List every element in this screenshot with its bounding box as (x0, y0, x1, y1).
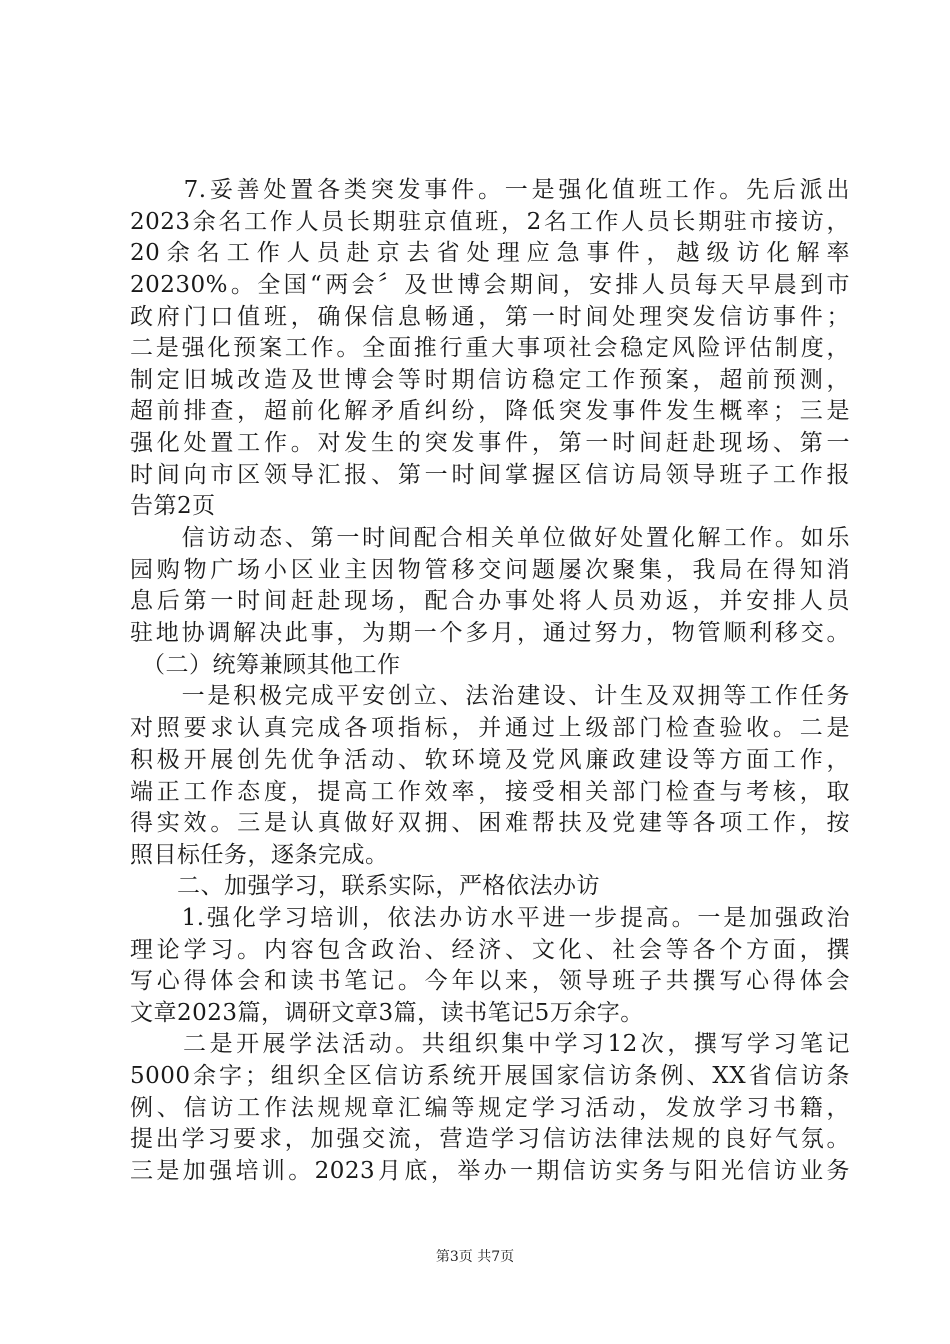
text-line: 20余名工作人员赴京去省处理应急事件，越级访化解率 (130, 240, 850, 266)
text-line: 提出学习要求，加强交流，营造学习信访法律法规的良好气氛。 (130, 1126, 850, 1152)
text-line: 5000余字；组织全区信访系统开展国家信访条例、XX省信访条 (130, 1063, 850, 1089)
text-line: （二）统筹兼顾其他工作 (130, 652, 401, 678)
text-line: 告第2页 (130, 493, 216, 519)
text-line: 一是积极完成平安创立、法治建设、计生及双拥等工作任务 (130, 683, 850, 709)
text-line: 积极开展创先优争活动、软环境及党风廉政建设等方面工作， (130, 747, 850, 773)
text-line: 制定旧城改造及世博会等时期信访稳定工作预案，超前预测， (130, 367, 850, 393)
text-line: 超前排查，超前化解矛盾纠纷，降低突发事件发生概率；三是 (130, 398, 850, 424)
text-line: 对照要求认真完成各项指标，并通过上级部门检查验收。二是 (130, 715, 850, 741)
text-line: 得实效。三是认真做好双拥、困难帮扶及党建等各项工作，按 (130, 810, 850, 836)
text-line: 理论学习。内容包含政治、经济、文化、社会等各个方面，撰 (130, 937, 850, 963)
text-line: 时间向市区领导汇报、第一时间掌握区信访局领导班子工作报 (130, 462, 850, 488)
text-line: 写心得体会和读书笔记。今年以来，领导班子共撰写心得体会 (130, 968, 850, 994)
text-line: 二是强化预案工作。全面推行重大事项社会稳定风险评估制度， (130, 335, 850, 361)
text-line: 园购物广场小区业主因物管移交问题屡次聚集，我局在得知消 (130, 557, 850, 583)
text-line: 二是开展学法活动。共组织集中学习12次，撰写学习笔记 (130, 1031, 850, 1057)
text-line: 1.强化学习培训，依法办访水平进一步提高。一是加强政治 (130, 905, 850, 931)
text-line: 政府门口值班，确保信息畅通，第一时间处理突发信访事件； (130, 304, 850, 330)
text-line: 驻地协调解决此事，为期一个多月，通过努力，物管顺利移交。 (130, 620, 850, 646)
page-footer: 第3页 共7页 (435, 1249, 515, 1265)
text-line: 二、加强学习，联系实际，严格依法办访 (130, 873, 600, 899)
text-line: 7.妥善处置各类突发事件。一是强化值班工作。先后派出 (130, 177, 850, 203)
text-line: 2023余名工作人员长期驻京值班，2名工作人员长期驻市接访， (130, 209, 850, 235)
text-line: 息后第一时间赶赴现场，配合办事处将人员劝返，并安排人员 (130, 588, 850, 614)
text-line: 三是加强培训。2023月底，举办一期信访实务与阳光信访业务 (130, 1158, 850, 1184)
text-line: 照目标任务，逐条完成。 (130, 842, 389, 868)
text-line: 文章2023篇，调研文章3篇，读书笔记5万余字。 (130, 1000, 644, 1026)
text-line: 端正工作态度，提高工作效率，接受相关部门检查与考核，取 (130, 779, 850, 805)
text-line: 例、信访工作法规规章汇编等规定学习活动，发放学习书籍， (130, 1095, 850, 1121)
text-line: 信访动态、第一时间配合相关单位做好处置化解工作。如乐 (130, 525, 850, 551)
text-line: 20230%。全国“两会〞及世博会期间，安排人员每天早晨到市 (130, 272, 850, 298)
text-line: 强化处置工作。对发生的突发事件，第一时间赶赴现场、第一 (130, 430, 850, 456)
